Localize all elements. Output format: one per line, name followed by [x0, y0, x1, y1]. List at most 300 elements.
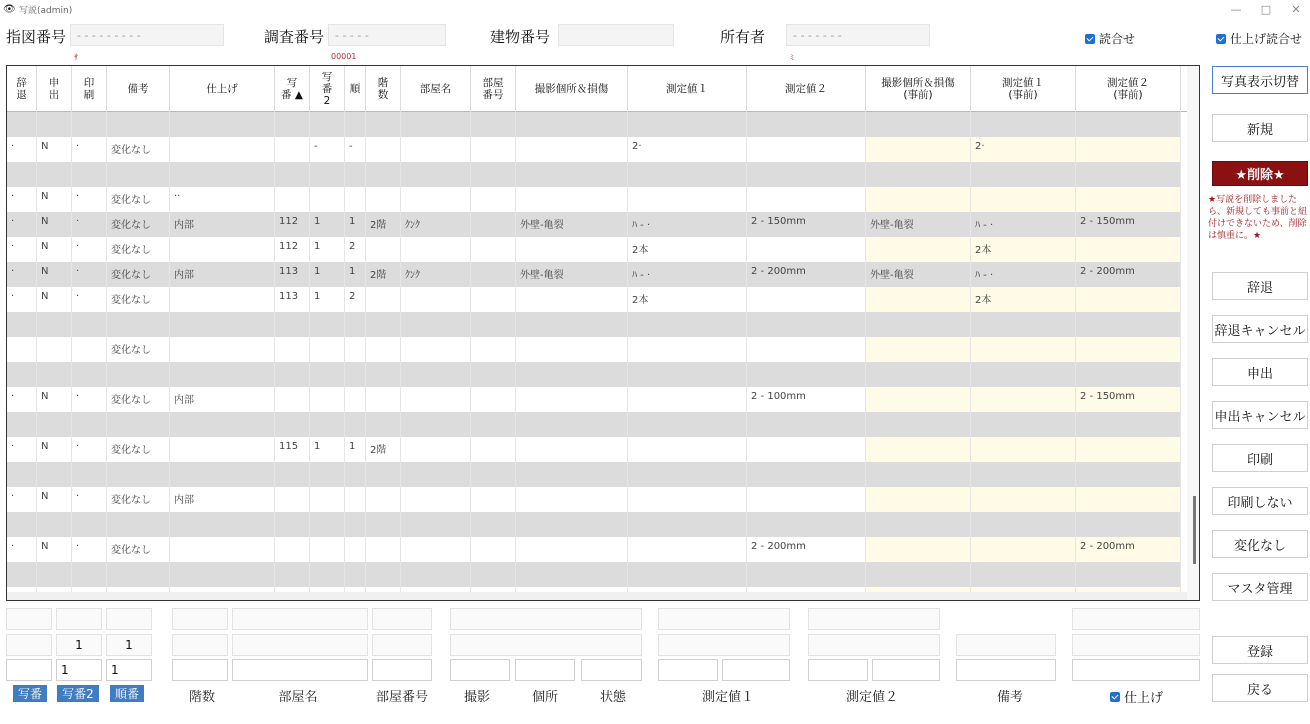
table-cell[interactable] [866, 137, 971, 162]
table-cell[interactable] [471, 287, 516, 312]
table-cell[interactable] [7, 162, 37, 187]
table-cell[interactable]: · [7, 287, 37, 312]
table-cell[interactable] [866, 387, 971, 412]
table-cell[interactable] [516, 337, 628, 362]
table-cell[interactable]: ﾊ - · [628, 212, 747, 237]
table-cell[interactable] [366, 187, 401, 212]
table-cell[interactable] [971, 412, 1076, 437]
table-cell[interactable]: 変化なし [107, 487, 170, 512]
table-cell[interactable] [170, 512, 275, 537]
table-cell[interactable] [1076, 287, 1181, 312]
table-cell[interactable]: 外壁-亀裂 [516, 212, 628, 237]
table-cell[interactable]: 2階 [366, 212, 401, 237]
table-cell[interactable] [471, 412, 516, 437]
table-cell[interactable]: 変化なし [107, 287, 170, 312]
table-row[interactable] [7, 437, 1187, 462]
table-cell[interactable] [401, 237, 471, 262]
table-row[interactable] [7, 262, 1187, 287]
table-cell[interactable] [628, 187, 747, 212]
table-cell[interactable] [747, 487, 866, 512]
table-cell[interactable] [310, 162, 345, 187]
table-cell[interactable]: 変化なし [107, 437, 170, 462]
state-input[interactable] [581, 659, 642, 681]
table-cell[interactable] [310, 412, 345, 437]
edit-field[interactable] [450, 608, 642, 630]
table-cell[interactable] [275, 487, 310, 512]
photo-grid[interactable] [6, 65, 1200, 601]
table-cell[interactable] [366, 387, 401, 412]
measure2-input-b[interactable] [872, 659, 940, 681]
table-cell[interactable] [275, 387, 310, 412]
table-cell[interactable] [866, 237, 971, 262]
table-cell[interactable] [72, 512, 107, 537]
horizontal-scrollbar[interactable] [7, 592, 1187, 600]
table-cell[interactable] [275, 537, 310, 562]
table-cell[interactable] [516, 287, 628, 312]
table-row[interactable] [7, 112, 1187, 137]
table-cell[interactable] [345, 487, 366, 512]
table-cell[interactable] [107, 112, 170, 137]
table-cell[interactable] [866, 437, 971, 462]
table-cell[interactable] [275, 462, 310, 487]
table-cell[interactable] [866, 462, 971, 487]
table-cell[interactable] [275, 112, 310, 137]
table-cell[interactable] [107, 562, 170, 587]
table-cell[interactable] [628, 387, 747, 412]
edit-field[interactable] [956, 634, 1056, 656]
finish-input[interactable] [1072, 659, 1200, 681]
table-cell[interactable] [471, 212, 516, 237]
edit-field[interactable] [658, 608, 790, 630]
table-cell[interactable]: 2 - 200mm [1076, 537, 1181, 562]
table-cell[interactable] [866, 187, 971, 212]
table-cell[interactable]: ·· [170, 187, 275, 212]
table-cell[interactable] [345, 337, 366, 362]
table-cell[interactable] [471, 562, 516, 587]
table-cell[interactable]: · [72, 262, 107, 287]
table-cell[interactable]: 変化なし [107, 337, 170, 362]
table-cell[interactable] [971, 512, 1076, 537]
table-cell[interactable] [516, 162, 628, 187]
close-button[interactable]: ✕ [1291, 2, 1301, 16]
minimize-button[interactable]: — [1230, 2, 1242, 16]
table-cell[interactable]: · [7, 437, 37, 462]
table-cell[interactable] [401, 337, 471, 362]
table-cell[interactable] [516, 487, 628, 512]
table-cell[interactable] [401, 287, 471, 312]
table-row[interactable] [7, 387, 1187, 412]
table-cell[interactable] [401, 112, 471, 137]
table-cell[interactable] [471, 337, 516, 362]
table-cell[interactable] [401, 312, 471, 337]
table-cell[interactable]: 外壁-亀裂 [866, 212, 971, 237]
table-cell[interactable]: · [7, 137, 37, 162]
table-cell[interactable]: · [7, 537, 37, 562]
column-header[interactable]: 仕上げ [170, 66, 275, 112]
table-cell[interactable]: 変化なし [107, 212, 170, 237]
table-cell[interactable] [628, 162, 747, 187]
table-cell[interactable]: · [7, 237, 37, 262]
table-cell[interactable]: ｸﾝｸ [401, 262, 471, 287]
table-cell[interactable] [275, 512, 310, 537]
table-cell[interactable] [747, 112, 866, 137]
table-cell[interactable]: · [7, 487, 37, 512]
table-cell[interactable]: 内部 [170, 487, 275, 512]
table-cell[interactable] [866, 162, 971, 187]
table-cell[interactable] [747, 462, 866, 487]
table-cell[interactable] [401, 437, 471, 462]
table-cell[interactable]: N [37, 437, 72, 462]
table-row[interactable] [7, 487, 1187, 512]
table-cell[interactable] [628, 512, 747, 537]
table-cell[interactable] [72, 112, 107, 137]
table-cell[interactable]: 113 [275, 262, 310, 287]
table-row[interactable] [7, 137, 1187, 162]
table-cell[interactable] [516, 312, 628, 337]
table-cell[interactable] [628, 562, 747, 587]
table-cell[interactable] [971, 312, 1076, 337]
table-cell[interactable]: 内部 [170, 387, 275, 412]
table-cell[interactable] [1076, 137, 1181, 162]
table-cell[interactable] [971, 562, 1076, 587]
table-cell[interactable]: 変化なし [107, 262, 170, 287]
edit-field[interactable] [808, 634, 940, 656]
edit-field[interactable] [232, 634, 368, 656]
table-cell[interactable]: 変化なし [107, 187, 170, 212]
table-cell[interactable]: · [72, 487, 107, 512]
room-no-input[interactable] [372, 659, 432, 681]
table-cell[interactable]: 1 [310, 262, 345, 287]
table-cell[interactable] [628, 437, 747, 462]
table-cell[interactable] [866, 537, 971, 562]
table-cell[interactable] [72, 362, 107, 387]
table-cell[interactable]: N [37, 212, 72, 237]
table-cell[interactable]: · [72, 237, 107, 262]
table-cell[interactable] [471, 137, 516, 162]
table-cell[interactable] [275, 187, 310, 212]
decline-button[interactable]: 辞退 [1212, 272, 1308, 300]
table-cell[interactable] [310, 362, 345, 387]
table-cell[interactable] [401, 562, 471, 587]
delete-button[interactable]: ★削除★ [1212, 161, 1308, 186]
table-row[interactable] [7, 462, 1187, 487]
table-cell[interactable] [37, 462, 72, 487]
owner-field[interactable]: - - - - - - - [786, 24, 930, 46]
map-no-field[interactable]: - - - - - - - - - [70, 24, 224, 46]
table-cell[interactable] [275, 162, 310, 187]
column-header[interactable]: 部屋 番号 [471, 66, 516, 112]
table-cell[interactable] [401, 187, 471, 212]
table-cell[interactable] [866, 337, 971, 362]
table-cell[interactable] [310, 312, 345, 337]
table-cell[interactable] [366, 362, 401, 387]
measure1-input-a[interactable] [658, 659, 718, 681]
edit-field[interactable] [106, 608, 152, 630]
table-cell[interactable] [1076, 562, 1181, 587]
table-cell[interactable] [345, 387, 366, 412]
photo-no2-display[interactable]: 1 [106, 634, 152, 656]
table-cell[interactable] [747, 137, 866, 162]
edit-field[interactable] [658, 634, 790, 656]
table-cell[interactable] [628, 312, 747, 337]
table-cell[interactable] [401, 537, 471, 562]
table-cell[interactable] [345, 462, 366, 487]
table-cell[interactable] [628, 412, 747, 437]
table-row[interactable] [7, 562, 1187, 587]
edit-field[interactable] [232, 608, 368, 630]
table-cell[interactable]: 2 - 100mm [747, 387, 866, 412]
photo-toggle-button[interactable]: 写真表示切替 [1212, 66, 1308, 94]
table-cell[interactable] [107, 462, 170, 487]
table-cell[interactable] [471, 512, 516, 537]
table-cell[interactable] [471, 437, 516, 462]
table-cell[interactable] [7, 562, 37, 587]
table-cell[interactable] [37, 312, 72, 337]
decline-cancel-button[interactable]: 辞退キャンセル [1212, 315, 1308, 343]
table-cell[interactable] [1076, 362, 1181, 387]
column-header[interactable]: 申 出 [37, 66, 72, 112]
table-cell[interactable]: · [72, 187, 107, 212]
table-cell[interactable]: ｸﾝｸ [401, 212, 471, 237]
table-cell[interactable] [971, 362, 1076, 387]
table-cell[interactable] [310, 537, 345, 562]
table-cell[interactable] [747, 337, 866, 362]
table-cell[interactable] [866, 287, 971, 312]
table-cell[interactable] [170, 437, 275, 462]
table-cell[interactable]: 2本 [971, 287, 1076, 312]
maximize-button[interactable]: □ [1260, 2, 1272, 16]
table-cell[interactable] [366, 462, 401, 487]
table-cell[interactable] [275, 412, 310, 437]
table-cell[interactable] [866, 312, 971, 337]
table-cell[interactable]: N [37, 187, 72, 212]
table-cell[interactable]: 2階 [366, 262, 401, 287]
table-cell[interactable] [471, 312, 516, 337]
table-cell[interactable] [7, 362, 37, 387]
table-cell[interactable] [866, 562, 971, 587]
table-cell[interactable] [366, 312, 401, 337]
edit-field[interactable] [1072, 608, 1200, 630]
table-cell[interactable] [1076, 437, 1181, 462]
table-cell[interactable]: 112 [275, 212, 310, 237]
table-cell[interactable]: 2階 [366, 437, 401, 462]
edit-field[interactable] [450, 634, 642, 656]
table-cell[interactable] [1076, 187, 1181, 212]
table-cell[interactable]: · [7, 262, 37, 287]
table-cell[interactable] [72, 162, 107, 187]
table-cell[interactable] [366, 412, 401, 437]
table-cell[interactable] [107, 162, 170, 187]
table-cell[interactable]: · [7, 187, 37, 212]
table-cell[interactable] [7, 312, 37, 337]
table-cell[interactable] [275, 562, 310, 587]
table-cell[interactable] [7, 462, 37, 487]
no-print-button[interactable]: 印刷しない [1212, 487, 1308, 515]
table-cell[interactable]: · [72, 287, 107, 312]
column-header[interactable]: 撮影個所＆損傷 (事前) [866, 66, 971, 112]
table-cell[interactable] [310, 337, 345, 362]
table-cell[interactable]: 2 - 150mm [747, 212, 866, 237]
table-cell[interactable] [401, 487, 471, 512]
table-cell[interactable] [366, 537, 401, 562]
table-cell[interactable]: ﾊ - · [971, 212, 1076, 237]
table-cell[interactable] [471, 387, 516, 412]
table-cell[interactable] [471, 112, 516, 137]
table-cell[interactable] [628, 487, 747, 512]
table-row[interactable] [7, 362, 1187, 387]
table-cell[interactable] [37, 362, 72, 387]
print-button[interactable]: 印刷 [1212, 444, 1308, 472]
edit-field[interactable] [6, 608, 52, 630]
table-cell[interactable] [471, 462, 516, 487]
finish-check[interactable] [1110, 687, 1163, 706]
table-cell[interactable] [37, 512, 72, 537]
table-cell[interactable] [170, 112, 275, 137]
table-cell[interactable] [366, 337, 401, 362]
table-cell[interactable] [366, 112, 401, 137]
table-cell[interactable] [866, 112, 971, 137]
table-cell[interactable] [1076, 487, 1181, 512]
measure2-input-a[interactable] [808, 659, 868, 681]
table-row[interactable] [7, 412, 1187, 437]
table-cell[interactable] [310, 512, 345, 537]
table-cell[interactable]: 2· [971, 137, 1076, 162]
edit-field[interactable] [1072, 634, 1200, 656]
table-cell[interactable] [971, 437, 1076, 462]
table-cell[interactable] [170, 562, 275, 587]
table-cell[interactable] [628, 112, 747, 137]
table-cell[interactable]: N [37, 287, 72, 312]
table-cell[interactable]: · [7, 387, 37, 412]
table-cell[interactable]: 2· [628, 137, 747, 162]
table-cell[interactable] [747, 362, 866, 387]
table-cell[interactable]: 113 [275, 287, 310, 312]
table-cell[interactable] [310, 487, 345, 512]
edit-field[interactable] [6, 634, 52, 656]
column-header[interactable]: 写 番 ▲ [275, 66, 310, 112]
table-cell[interactable] [628, 362, 747, 387]
table-cell[interactable] [747, 412, 866, 437]
edit-field[interactable] [56, 608, 102, 630]
table-cell[interactable]: 1 [310, 287, 345, 312]
table-cell[interactable] [345, 562, 366, 587]
table-cell[interactable] [1076, 162, 1181, 187]
table-cell[interactable] [72, 462, 107, 487]
table-cell[interactable] [37, 412, 72, 437]
table-cell[interactable] [747, 287, 866, 312]
request-cancel-button[interactable]: 申出キャンセル [1212, 401, 1308, 429]
table-cell[interactable] [170, 162, 275, 187]
table-cell[interactable] [866, 412, 971, 437]
table-cell[interactable] [628, 537, 747, 562]
table-cell[interactable] [72, 337, 107, 362]
table-cell[interactable] [516, 137, 628, 162]
table-cell[interactable]: N [37, 537, 72, 562]
table-cell[interactable] [401, 137, 471, 162]
table-cell[interactable] [345, 162, 366, 187]
column-header[interactable]: 測定値１ [628, 66, 747, 112]
table-cell[interactable] [471, 362, 516, 387]
table-cell[interactable]: 内部 [170, 212, 275, 237]
table-cell[interactable] [7, 337, 37, 362]
table-cell[interactable] [747, 437, 866, 462]
table-cell[interactable] [516, 237, 628, 262]
table-cell[interactable]: N [37, 137, 72, 162]
table-cell[interactable] [516, 512, 628, 537]
table-cell[interactable]: 外壁-亀裂 [516, 262, 628, 287]
table-cell[interactable] [747, 162, 866, 187]
table-cell[interactable] [971, 537, 1076, 562]
request-button[interactable]: 申出 [1212, 358, 1308, 386]
table-cell[interactable] [866, 362, 971, 387]
table-cell[interactable]: 2本 [628, 287, 747, 312]
edit-field[interactable] [808, 608, 940, 630]
table-cell[interactable] [107, 362, 170, 387]
table-cell[interactable] [170, 462, 275, 487]
column-header[interactable]: 部屋名 [401, 66, 471, 112]
survey-no-field[interactable]: - - - - - [328, 24, 446, 46]
scroll-thumb[interactable] [1193, 496, 1196, 564]
table-cell[interactable] [1076, 312, 1181, 337]
photo-no-display[interactable]: 1 [56, 634, 102, 656]
table-cell[interactable]: · [72, 437, 107, 462]
table-cell[interactable] [170, 362, 275, 387]
table-cell[interactable]: 2本 [971, 237, 1076, 262]
register-button[interactable]: 登録 [1212, 636, 1308, 664]
building-no-field[interactable] [558, 24, 674, 46]
table-cell[interactable] [516, 537, 628, 562]
table-cell[interactable] [310, 562, 345, 587]
table-cell[interactable] [1076, 112, 1181, 137]
table-cell[interactable] [471, 187, 516, 212]
table-cell[interactable]: 1 [345, 437, 366, 462]
table-cell[interactable] [345, 537, 366, 562]
table-cell[interactable] [366, 512, 401, 537]
table-cell[interactable] [107, 312, 170, 337]
edit-field[interactable] [172, 634, 228, 656]
table-cell[interactable]: 2本 [628, 237, 747, 262]
table-cell[interactable]: 2 - 150mm [1076, 212, 1181, 237]
table-cell[interactable] [310, 187, 345, 212]
table-cell[interactable] [7, 112, 37, 137]
table-cell[interactable] [401, 362, 471, 387]
table-row[interactable] [7, 162, 1187, 187]
table-cell[interactable]: 変化なし [107, 537, 170, 562]
table-cell[interactable] [366, 237, 401, 262]
photo-no-input[interactable] [6, 659, 52, 681]
edit-field[interactable] [372, 634, 432, 656]
table-cell[interactable] [401, 162, 471, 187]
table-row[interactable] [7, 537, 1187, 562]
read-check[interactable] [1085, 30, 1135, 47]
table-cell[interactable]: · [72, 387, 107, 412]
table-cell[interactable] [471, 537, 516, 562]
table-cell[interactable] [401, 512, 471, 537]
table-cell[interactable]: N [37, 387, 72, 412]
table-cell[interactable] [516, 112, 628, 137]
table-cell[interactable] [37, 162, 72, 187]
new-button[interactable]: 新規 [1212, 114, 1308, 142]
table-cell[interactable]: 変化なし [107, 237, 170, 262]
table-row[interactable] [7, 187, 1187, 212]
table-cell[interactable] [516, 412, 628, 437]
table-cell[interactable] [747, 187, 866, 212]
table-cell[interactable] [866, 512, 971, 537]
table-cell[interactable]: ﾊ - · [628, 262, 747, 287]
table-cell[interactable]: 2 [345, 287, 366, 312]
table-cell[interactable] [516, 362, 628, 387]
table-cell[interactable] [310, 112, 345, 137]
